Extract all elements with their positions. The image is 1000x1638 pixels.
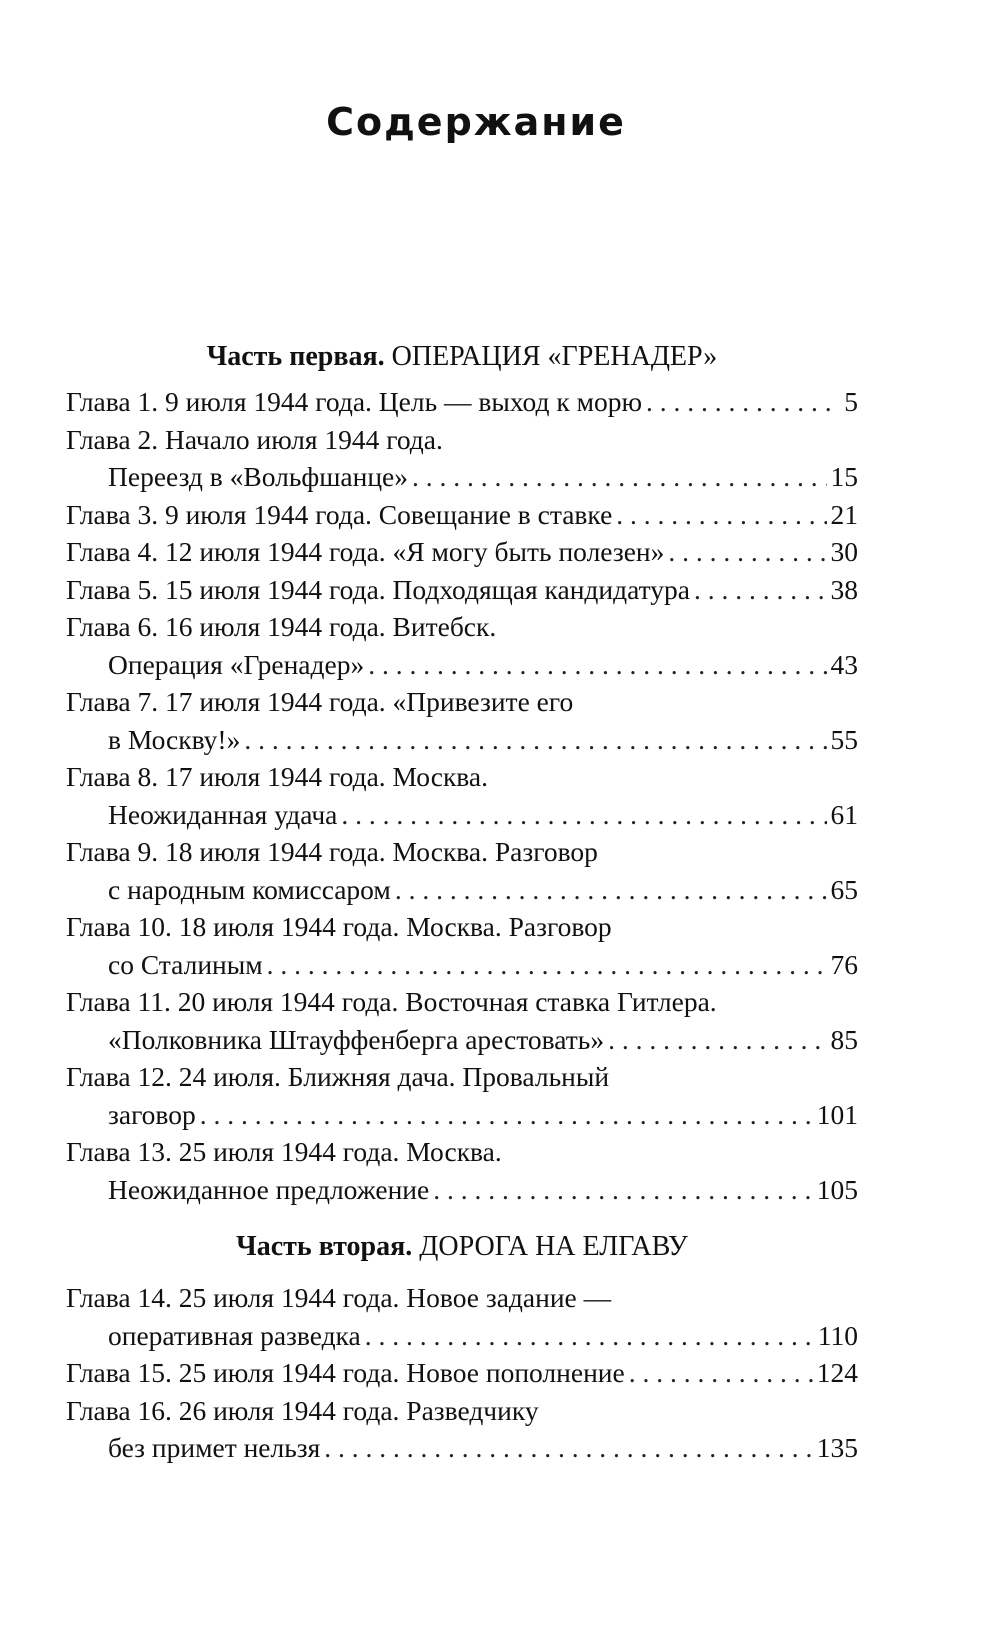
- page-number: 21: [830, 498, 858, 530]
- chapter-title: Глава 12. 24 июля. Ближняя дача. Провальный: [66, 1061, 610, 1092]
- chapter-title-continuation: [66, 796, 858, 834]
- chapter-title-continuation: [66, 1429, 858, 1467]
- dot-leader: [368, 646, 826, 684]
- chapter-title: Глава 2. Начало июля 1944 года.: [66, 423, 443, 455]
- chapter-title: Глава 7. 17 июля 1944 года. «Привезите его: [66, 686, 574, 717]
- page-number: 65: [830, 873, 858, 905]
- part-name: ОПЕРАЦИЯ «ГРЕНАДЕР»: [391, 341, 718, 372]
- dot-leader: [433, 1171, 813, 1209]
- chapter-title-continuation: [66, 871, 858, 909]
- page-number: 15: [830, 461, 858, 492]
- page-number: 61: [830, 798, 858, 830]
- chapter-title-line: [66, 983, 858, 1021]
- part-name: ДОРОГА НА ЕЛГАВУ: [419, 1231, 688, 1262]
- chapter-title-line: [66, 908, 858, 946]
- chapter-title-continuation: [66, 721, 858, 759]
- dot-leader: [324, 1429, 812, 1467]
- page-number: 110: [817, 1319, 858, 1351]
- chapter-title: Глава 16. 26 июля 1944 года. Разведчику: [66, 1394, 539, 1426]
- toc-entry[interactable]: [66, 1354, 858, 1392]
- dot-leader: [244, 721, 826, 759]
- dot-leader: [646, 383, 840, 421]
- page-number: 124: [816, 1357, 858, 1388]
- dot-leader: [616, 496, 826, 534]
- page-number: 85: [830, 1023, 858, 1055]
- chapter-title: Неожиданная удача: [108, 798, 338, 830]
- toc-entry[interactable]: [66, 533, 858, 571]
- toc-entry[interactable]: [66, 608, 858, 683]
- toc-entry[interactable]: [66, 383, 858, 421]
- chapter-title: Глава 3. 9 июля 1944 года. Совещание в ставке: [66, 498, 613, 530]
- page-number: 76: [830, 948, 858, 980]
- chapter-title-line: [66, 496, 858, 534]
- chapter-title-line: [66, 1133, 858, 1171]
- dot-leader: [629, 1354, 813, 1392]
- dot-leader: [668, 533, 826, 571]
- chapter-title-line: [66, 833, 858, 871]
- chapter-title-line: [66, 758, 858, 796]
- toc-entry[interactable]: [66, 1392, 858, 1467]
- chapter-title: Глава 6. 16 июля 1944 года. Витебск.: [66, 611, 497, 642]
- toc-entry[interactable]: [66, 1279, 858, 1354]
- chapter-title-continuation: [66, 458, 858, 496]
- chapter-title: без примет нельзя: [108, 1432, 321, 1463]
- chapter-title-line: [66, 571, 858, 609]
- dot-leader: [694, 571, 827, 609]
- page-number: 38: [830, 573, 858, 605]
- toc-entry[interactable]: [66, 1058, 858, 1133]
- chapter-title-continuation: [66, 1317, 858, 1355]
- chapter-title: Глава 14. 25 июля 1944 года. Новое задание —: [66, 1282, 612, 1313]
- part-heading: [66, 337, 858, 377]
- chapter-title: Глава 10. 18 июля 1944 года. Москва. Разговор: [66, 911, 612, 942]
- chapter-title-continuation: [66, 646, 858, 684]
- toc-entry[interactable]: [66, 496, 858, 534]
- chapter-title: Переезд в «Вольфшанце»: [108, 461, 408, 492]
- toc-part-2: [66, 1227, 858, 1467]
- chapter-title-line: [66, 383, 858, 421]
- page-title: Содержание: [326, 100, 626, 144]
- chapter-title-line: [66, 1392, 858, 1430]
- dot-leader: [341, 796, 826, 834]
- dot-leader: [365, 1317, 814, 1355]
- part-label: Часть вторая.: [236, 1231, 413, 1262]
- page-number: 101: [816, 1098, 858, 1130]
- toc-entry[interactable]: [66, 833, 858, 908]
- toc-entry[interactable]: [66, 758, 858, 833]
- chapter-title-continuation: [66, 1021, 858, 1059]
- dot-leader: [608, 1021, 826, 1059]
- toc-entry[interactable]: [66, 421, 858, 496]
- chapter-title-line: [66, 421, 858, 459]
- dot-leader: [395, 871, 827, 909]
- page-number: 43: [830, 648, 858, 680]
- chapter-title-continuation: [66, 1096, 858, 1134]
- chapter-title-line: [66, 1354, 858, 1392]
- page-number: 105: [816, 1173, 858, 1205]
- chapter-title: со Сталиным: [108, 948, 263, 980]
- dot-leader: [200, 1096, 813, 1134]
- chapter-title: в Москву!»: [108, 723, 241, 755]
- chapter-title: Глава 9. 18 июля 1944 года. Москва. Разговор: [66, 836, 598, 867]
- part-heading: [66, 1227, 858, 1267]
- page-number: 5: [844, 386, 858, 417]
- chapter-title: Глава 8. 17 июля 1944 года. Москва.: [66, 761, 489, 792]
- chapter-title: Глава 5. 15 июля 1944 года. Подходящая кандидатура: [66, 573, 690, 605]
- chapter-title: Операция «Гренадер»: [108, 648, 365, 680]
- chapter-title: Глава 11. 20 июля 1944 года. Восточная ставка Гитлера.: [66, 986, 717, 1017]
- toc-part-1: [66, 337, 858, 1208]
- toc-entry[interactable]: [66, 908, 858, 983]
- chapter-title-continuation: [66, 946, 858, 984]
- part-label: Часть первая.: [206, 341, 385, 372]
- chapter-title: Глава 15. 25 июля 1944 года. Новое пополнение: [66, 1357, 625, 1388]
- toc-entry[interactable]: [66, 683, 858, 758]
- chapter-title: оперативная разведка: [108, 1319, 361, 1351]
- toc-entry[interactable]: [66, 983, 858, 1058]
- chapter-title-line: [66, 1279, 858, 1317]
- chapter-title: Глава 13. 25 июля 1944 года. Москва.: [66, 1136, 502, 1167]
- chapter-title: Глава 1. 9 июля 1944 года. Цель — выход к морю: [66, 386, 643, 417]
- chapter-title: «Полковника Штауффенберга арестовать»: [108, 1023, 605, 1055]
- chapter-title-line: [66, 608, 858, 646]
- chapter-title-continuation: [66, 1171, 858, 1209]
- chapter-title-line: [66, 683, 858, 721]
- chapter-title: Глава 4. 12 июля 1944 года. «Я могу быть полезен»: [66, 536, 665, 567]
- chapter-title: с народным комиссаром: [108, 873, 391, 905]
- chapter-title-line: [66, 1058, 858, 1096]
- chapter-title-line: [66, 533, 858, 571]
- page-number: 135: [816, 1432, 858, 1463]
- dot-leader: [412, 458, 827, 496]
- page-number: 30: [830, 536, 858, 567]
- toc-entry[interactable]: [66, 1133, 858, 1208]
- toc-entry[interactable]: [66, 571, 858, 609]
- dot-leader: [267, 946, 827, 984]
- chapter-title: заговор: [108, 1098, 196, 1130]
- chapter-title: Неожиданное предложение: [108, 1173, 430, 1205]
- page-number: 55: [830, 723, 858, 755]
